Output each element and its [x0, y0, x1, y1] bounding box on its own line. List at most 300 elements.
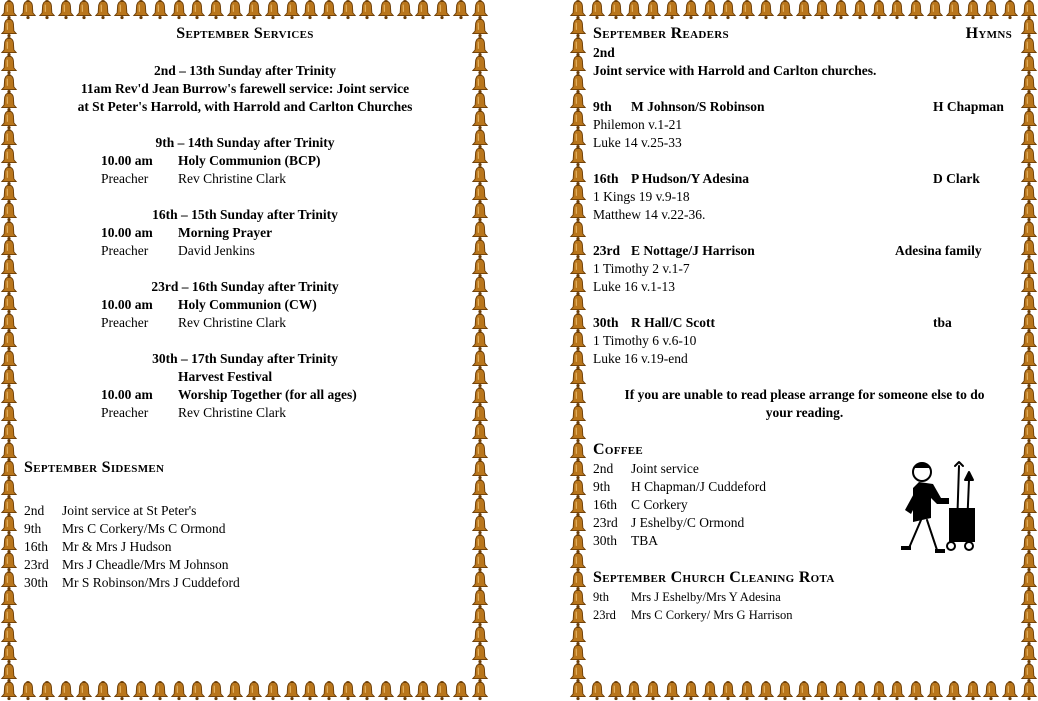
bell-icon: [571, 331, 585, 350]
bell-icon: [2, 184, 16, 203]
reader-date: 23rd: [593, 243, 620, 258]
bell-icon: [153, 0, 167, 19]
sidesmen-row: [24, 502, 466, 520]
sidesmen-row: [24, 520, 466, 538]
bell-icon: [571, 37, 585, 56]
bell-icon: [571, 423, 585, 442]
bell-icon: [473, 607, 487, 626]
bell-icon: [473, 423, 487, 442]
bell-icon: [853, 681, 867, 700]
bell-icon: [379, 0, 393, 19]
bell-icon: [2, 534, 16, 553]
sidesmen-names: Mr S Robinson/Mrs J Cuddeford: [62, 575, 240, 590]
reader-note-line-1: If you are unable to read please arrange for someone else to do: [624, 387, 985, 402]
bell-icon: [571, 515, 585, 534]
bell-icon: [721, 681, 735, 700]
sunday-title: 30th – 17th Sunday after Trinity: [152, 351, 338, 366]
bell-icon: [473, 276, 487, 295]
bell-icon: [571, 166, 585, 185]
coffee-names: TBA: [631, 533, 658, 548]
bell-icon: [571, 55, 585, 74]
bell-icon: [571, 74, 585, 93]
bell-icon: [646, 681, 660, 700]
sunday-block: [24, 350, 466, 422]
bell-icon: [153, 681, 167, 700]
bell-icon: [571, 663, 585, 682]
coffee-date: 9th: [593, 479, 611, 494]
bell-icon: [172, 0, 186, 19]
bell-icon: [2, 442, 16, 461]
bell-icon: [473, 479, 487, 498]
reading-1: 1 Timothy 6 v.6-10: [593, 333, 697, 348]
bell-icon: [77, 681, 91, 700]
bell-icon: [947, 681, 961, 700]
bell-icon: [1022, 55, 1036, 74]
bell-icon: [928, 681, 942, 700]
bell-icon: [890, 681, 904, 700]
coffee-date: 2nd: [593, 461, 614, 476]
bell-icon: [2, 644, 16, 663]
bell-icon: [1022, 681, 1036, 700]
reader-names: P Hudson/Y Adesina: [631, 171, 750, 186]
bell-icon: [435, 0, 449, 19]
sidesmen-date: 16th: [24, 539, 49, 554]
bell-icon: [571, 644, 585, 663]
reader-week: [593, 314, 1016, 368]
bell-icon: [571, 607, 585, 626]
left-content: [24, 24, 466, 592]
reader-date: 16th: [593, 171, 619, 186]
readers-header: [593, 24, 1016, 44]
sidesmen-names: Mrs J Cheadle/Mrs M Johnson: [62, 557, 229, 572]
bell-icon: [21, 0, 35, 19]
bell-icon: [1003, 681, 1017, 700]
bell-icon: [473, 55, 487, 74]
bell-icon: [2, 258, 16, 277]
coffee-names: Joint service: [631, 461, 699, 476]
readers-heading: September Readers: [593, 25, 729, 42]
bell-icon: [190, 681, 204, 700]
preacher-label: Preacher: [101, 315, 149, 330]
bell-icon: [2, 589, 16, 608]
bell-icon: [473, 239, 487, 258]
bell-icon: [190, 0, 204, 19]
bell-icon: [247, 0, 261, 19]
bell-icon: [2, 74, 16, 93]
bell-icon: [2, 92, 16, 111]
sunday-block: [24, 134, 466, 188]
bell-icon: [172, 681, 186, 700]
bell-icon: [778, 0, 792, 19]
bell-icon: [473, 515, 487, 534]
service-name: Morning Prayer: [178, 225, 273, 240]
reader-date: 9th: [593, 99, 612, 114]
bell-icon: [1022, 387, 1036, 406]
service-time: 10.00 am: [101, 297, 153, 312]
bell-icon: [1022, 460, 1036, 479]
bell-icon: [1022, 0, 1036, 19]
bell-icon: [228, 0, 242, 19]
cleaning-date: 9th: [593, 590, 609, 604]
bell-icon: [2, 626, 16, 645]
bell-icon: [2, 368, 16, 387]
bell-icon: [721, 0, 735, 19]
bell-icon: [2, 387, 16, 406]
bell-icon: [966, 0, 980, 19]
sunday-block: [24, 278, 466, 332]
coffee-heading: Coffee: [593, 441, 644, 458]
bell-icon: [759, 681, 773, 700]
bell-icon: [703, 681, 717, 700]
bell-icon: [1022, 515, 1036, 534]
bell-icon: [571, 313, 585, 332]
bell-icon: [473, 442, 487, 461]
hymn-chooser: H Chapman: [933, 99, 1004, 114]
bell-icon: [77, 0, 91, 19]
sunday-title: 16th – 15th Sunday after Trinity: [152, 207, 338, 222]
bell-icon: [571, 368, 585, 387]
bell-icon: [379, 681, 393, 700]
bell-icon: [2, 460, 16, 479]
sidesmen-names: Mr & Mrs J Hudson: [62, 539, 172, 554]
bell-icon: [2, 239, 16, 258]
bell-icon: [2, 166, 16, 185]
bell-icon: [473, 202, 487, 221]
reader-week: [593, 170, 1016, 224]
bell-icon: [571, 350, 585, 369]
bell-icon: [1022, 479, 1036, 498]
bell-icon: [571, 184, 585, 203]
bell-icon: [1022, 294, 1036, 313]
bell-icon: [303, 681, 317, 700]
bell-icon: [1022, 18, 1036, 37]
bell-icon: [1022, 276, 1036, 295]
bell-icon: [59, 0, 73, 19]
cleaning-heading: September Church Cleaning Rota: [593, 569, 835, 586]
coffee-names: C Corkery: [631, 497, 688, 512]
sidesmen-names: Joint service at St Peter's: [62, 503, 197, 518]
reader-names: M Johnson/S Robinson: [631, 99, 765, 114]
reading-2: Matthew 14 v.22-36.: [593, 207, 706, 222]
preacher-label: Preacher: [101, 171, 149, 186]
cleaning-row: [593, 588, 1016, 606]
bell-icon: [571, 239, 585, 258]
bell-icon: [398, 0, 412, 19]
bell-icon: [454, 681, 468, 700]
bell-icon: [473, 387, 487, 406]
bell-icon: [473, 294, 487, 313]
bell-icon: [473, 534, 487, 553]
bell-icon: [571, 221, 585, 240]
bell-icon: [571, 0, 585, 19]
hymns-heading: Hymns: [965, 25, 1012, 42]
bell-icon: [473, 552, 487, 571]
coffee-names: J Eshelby/C Ormond: [631, 515, 745, 530]
bell-icon: [2, 37, 16, 56]
bell-icon: [247, 681, 261, 700]
bell-icon: [473, 184, 487, 203]
bell-icon: [1022, 129, 1036, 148]
bell-icon: [134, 681, 148, 700]
bell-icon: [40, 681, 54, 700]
bell-icon: [2, 55, 16, 74]
bell-icon: [2, 350, 16, 369]
bell-icon: [134, 0, 148, 19]
bell-icon: [2, 405, 16, 424]
bell-icon: [571, 92, 585, 111]
bell-icon: [571, 681, 585, 700]
bell-icon: [740, 0, 754, 19]
bell-icon: [473, 0, 487, 19]
bell-icon: [473, 221, 487, 240]
bell-icon: [2, 202, 16, 221]
hymn-chooser: D Clark: [933, 171, 980, 186]
bell-icon: [834, 0, 848, 19]
reading-1: 1 Timothy 2 v.1-7: [593, 261, 690, 276]
sidesmen-date: 9th: [24, 521, 42, 536]
bell-icon: [571, 129, 585, 148]
sunday-block: [24, 206, 466, 260]
bell-icon: [872, 0, 886, 19]
service-time: 10.00 am: [101, 153, 153, 168]
bell-icon: [398, 681, 412, 700]
sunday-title: 23rd – 16th Sunday after Trinity: [151, 279, 339, 294]
bell-icon: [2, 331, 16, 350]
preacher-name: Rev Christine Clark: [178, 405, 286, 420]
bell-icon: [571, 589, 585, 608]
left-page: [0, 0, 489, 701]
bell-icon: [627, 681, 641, 700]
bell-icon: [1022, 331, 1036, 350]
bell-icon: [96, 0, 110, 19]
first-date: 2nd: [593, 45, 615, 60]
coffee-date: 23rd: [593, 515, 618, 530]
bell-icon: [609, 681, 623, 700]
service-name: Holy Communion (CW): [178, 297, 317, 312]
bell-icon: [1022, 147, 1036, 166]
bell-icon: [473, 37, 487, 56]
bell-icon: [416, 681, 430, 700]
bell-icon: [2, 571, 16, 590]
service-name: Holy Communion (BCP): [178, 153, 321, 168]
bell-icon: [1022, 110, 1036, 129]
bell-icon: [1022, 405, 1036, 424]
bell-icon: [473, 644, 487, 663]
bell-icon: [2, 129, 16, 148]
intro-line-2: at St Peter's Harrold, with Harrold and Carlton Churches: [77, 99, 413, 114]
bell-icon: [571, 552, 585, 571]
bell-icon: [266, 0, 280, 19]
bell-icon: [797, 681, 811, 700]
sunday-title: 9th – 14th Sunday after Trinity: [155, 135, 335, 150]
preacher-name: Rev Christine Clark: [178, 171, 286, 186]
first-note: Joint service with Harrold and Carlton churches.: [593, 63, 877, 78]
bell-icon: [285, 681, 299, 700]
sidesmen-names: Mrs C Corkery/Ms C Ormond: [62, 521, 226, 536]
bell-icon: [2, 18, 16, 37]
sidesmen-row: [24, 556, 466, 574]
coffee-date: 16th: [593, 497, 618, 512]
sidesmen-date: 30th: [24, 575, 49, 590]
bell-icon: [1022, 644, 1036, 663]
bell-icon: [909, 681, 923, 700]
bell-icon: [2, 221, 16, 240]
bell-icon: [571, 460, 585, 479]
reader-note-line-2: your reading.: [765, 405, 844, 420]
reading-2: Luke 14 v.25-33: [593, 135, 682, 150]
bell-icon: [2, 0, 16, 19]
cleaning-names: Mrs J Eshelby/Mrs Y Adesina: [631, 590, 781, 604]
bell-icon: [303, 0, 317, 19]
bell-icon: [1022, 202, 1036, 221]
bell-icon: [473, 331, 487, 350]
bell-icon: [360, 0, 374, 19]
bell-icon: [285, 0, 299, 19]
reader-week: [593, 242, 1016, 296]
bell-icon: [853, 0, 867, 19]
hymn-chooser: Adesina family: [895, 243, 982, 258]
bell-icon: [266, 681, 280, 700]
reader-names: R Hall/C Scott: [631, 315, 715, 330]
hymn-chooser: tba: [933, 315, 952, 330]
bell-icon: [2, 313, 16, 332]
bell-icon: [115, 681, 129, 700]
bell-icon: [590, 0, 604, 19]
service-time: 10.00 am: [101, 387, 153, 402]
bell-icon: [665, 0, 679, 19]
bell-icon: [1022, 534, 1036, 553]
bell-icon: [571, 626, 585, 645]
bell-icon: [1022, 663, 1036, 682]
bell-icon: [872, 681, 886, 700]
bell-icon: [473, 350, 487, 369]
bell-icon: [571, 479, 585, 498]
bell-icon: [890, 0, 904, 19]
sidesmen-heading: September Sidesmen: [24, 459, 165, 476]
coffee-names: H Chapman/J Cuddeford: [631, 479, 766, 494]
bell-icon: [627, 0, 641, 19]
bell-icon: [473, 18, 487, 37]
bell-icon: [740, 681, 754, 700]
bell-icon: [571, 497, 585, 516]
bell-icon: [928, 0, 942, 19]
bell-icon: [797, 0, 811, 19]
bell-icon: [2, 479, 16, 498]
bell-icon: [454, 0, 468, 19]
sidesmen-list: [24, 502, 466, 592]
bell-icon: [947, 0, 961, 19]
bell-icon: [416, 0, 430, 19]
bell-icon: [646, 0, 660, 19]
bell-icon: [473, 460, 487, 479]
bell-icon: [473, 681, 487, 700]
bell-icon: [473, 663, 487, 682]
bell-icon: [473, 497, 487, 516]
bell-icon: [2, 552, 16, 571]
bell-icon: [609, 0, 623, 19]
bell-icon: [2, 663, 16, 682]
bell-icon: [1022, 92, 1036, 111]
coffee-date: 30th: [593, 533, 618, 548]
preacher-name: David Jenkins: [178, 243, 255, 258]
bell-icon: [341, 0, 355, 19]
bell-icon: [778, 681, 792, 700]
bell-icon: [1022, 497, 1036, 516]
sidesmen-date: 23rd: [24, 557, 49, 572]
bell-icon: [571, 276, 585, 295]
bell-icon: [1022, 313, 1036, 332]
bell-icon: [571, 571, 585, 590]
bell-icon: [1022, 221, 1036, 240]
bell-icon: [684, 0, 698, 19]
bell-icon: [360, 681, 374, 700]
bell-icon: [473, 626, 487, 645]
bell-icon: [909, 0, 923, 19]
bell-icon: [1022, 37, 1036, 56]
bell-icon: [1022, 442, 1036, 461]
bell-icon: [2, 110, 16, 129]
bell-icon: [571, 18, 585, 37]
bell-icon: [1022, 258, 1036, 277]
bell-icon: [571, 294, 585, 313]
bell-icon: [473, 368, 487, 387]
bell-icon: [984, 0, 998, 19]
preacher-label: Preacher: [101, 405, 149, 420]
bell-icon: [473, 589, 487, 608]
bell-icon: [571, 442, 585, 461]
cleaner-icon: [897, 458, 977, 554]
services-heading: September Services: [176, 25, 314, 42]
bell-icon: [1022, 166, 1036, 185]
bell-icon: [665, 681, 679, 700]
bell-icon: [1003, 0, 1017, 19]
bell-icon: [2, 681, 16, 700]
bell-icon: [2, 515, 16, 534]
bell-icon: [473, 313, 487, 332]
intro-date: 2nd – 13th Sunday after Trinity: [154, 63, 336, 78]
reader-week: [593, 98, 1016, 152]
bell-icon: [1022, 350, 1036, 369]
bell-icon: [684, 681, 698, 700]
bell-icon: [228, 681, 242, 700]
bell-icon: [322, 0, 336, 19]
bell-icon: [209, 0, 223, 19]
cleaning-list: [593, 588, 1016, 624]
cleaning-row: [593, 606, 1016, 624]
reader-names: E Nottage/J Harrison: [631, 243, 755, 258]
bell-icon: [834, 681, 848, 700]
reading-1: 1 Kings 19 v.9-18: [593, 189, 690, 204]
reader-date: 30th: [593, 315, 619, 330]
bell-icon: [1022, 607, 1036, 626]
bell-icon: [966, 681, 980, 700]
intro-line-1: 11am Rev'd Jean Burrow's farewell service: Joint service: [80, 81, 410, 96]
sidesmen-row: [24, 574, 466, 592]
cleaning-date: 23rd: [593, 608, 616, 622]
bell-icon: [590, 681, 604, 700]
bell-icon: [209, 681, 223, 700]
bell-icon: [1022, 589, 1036, 608]
bell-icon: [815, 681, 829, 700]
reading-1: Philemon v.1-21: [593, 117, 683, 132]
bell-icon: [473, 92, 487, 111]
bell-icon: [2, 276, 16, 295]
bell-icon: [571, 534, 585, 553]
sunday-extra: Harvest Festival: [178, 369, 273, 384]
bell-icon: [571, 202, 585, 221]
service-time: 10.00 am: [101, 225, 153, 240]
bell-icon: [571, 147, 585, 166]
